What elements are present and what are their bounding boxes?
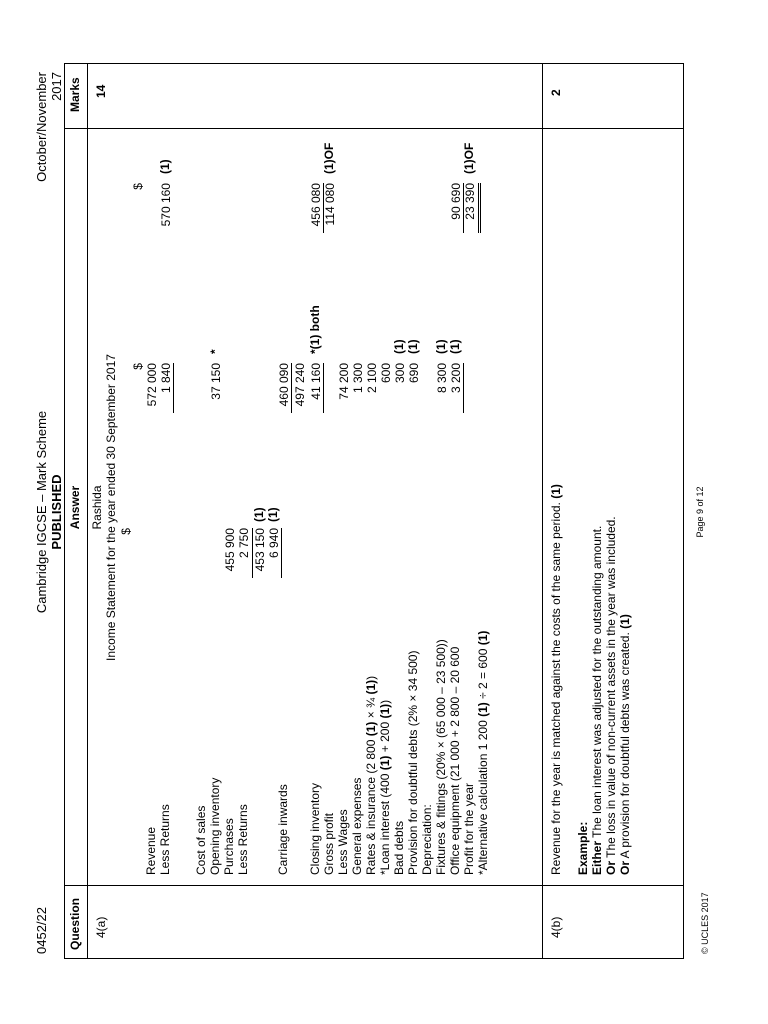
paper-code: 0452/22 <box>34 907 49 954</box>
underline <box>281 528 282 578</box>
provision-value: 690 <box>407 363 421 384</box>
answer-4b: Revenue for the year is matched against the costs of the same period. (1) <box>549 484 563 875</box>
closing-inventory-value: 41 160 <box>309 363 323 400</box>
fixtures-mark: (1) <box>434 339 448 354</box>
gross-profit-mark: (1)OF <box>322 142 336 174</box>
question-4a: 4(a) <box>94 916 108 938</box>
carriage-mark: (1) <box>266 507 280 522</box>
loan-value: 600 <box>379 363 393 384</box>
rates-label: Rates & insurance (2 800 (1) × ¾ (1)) <box>364 675 378 875</box>
purchases-label: Purchases <box>222 818 236 875</box>
mark-scheme-table <box>64 63 684 959</box>
carriage-value: 6 940 <box>267 528 281 559</box>
marks-column-divider <box>65 128 683 129</box>
col3-dollar: $ <box>131 183 145 190</box>
depreciation-label: Depreciation: <box>420 804 434 875</box>
underline <box>323 363 324 413</box>
mark-scheme-title: Cambridge IGCSE – Mark Scheme <box>34 410 49 614</box>
profit-mark: (1)OF <box>462 142 476 174</box>
wages-value: 74 200 <box>337 363 351 400</box>
statement-title: Income Statement for the year ended 30 September 2017 <box>104 354 118 661</box>
header-row-divider <box>87 64 88 958</box>
fixtures-value: 8 300 <box>435 363 449 394</box>
net-purchases-mark: (1) <box>252 507 266 522</box>
provision-mark: (1) <box>406 339 420 354</box>
opening-inventory-star: * <box>208 349 222 354</box>
closing-inventory-mark: *(1) both <box>308 305 322 354</box>
col2-dollar: $ <box>131 363 145 370</box>
revenue-label: Revenue <box>144 826 158 875</box>
provision-label: Provision for doubtful debts (2% × 34 500) <box>406 650 420 875</box>
col1-dollar: $ <box>119 528 133 535</box>
loan-interest-label: *Loan interest (400 (1) + 200 (1)) <box>378 699 392 875</box>
answer-header: Answer <box>68 485 82 530</box>
opening-inventory-value: 37 150 <box>209 363 223 400</box>
wages-label: Less Wages <box>336 809 350 875</box>
revenue-value: 572 000 <box>145 363 159 407</box>
purchase-returns-value: 2 750 <box>237 528 251 559</box>
office-equipment-label: Office equipment (21 000 + 2 800 – 20 600 <box>448 646 462 875</box>
office-mark: (1) <box>448 339 462 354</box>
marks-header: Marks <box>68 77 82 112</box>
company-name: Rashida <box>90 485 104 530</box>
rates-value: 2 100 <box>365 363 379 394</box>
example-or-1: Or The loss in value of non-current assets in the year was included. <box>604 516 618 875</box>
session-line2: 2017 <box>49 72 64 101</box>
double-underline <box>478 183 479 233</box>
question-4b: 4(b) <box>549 916 563 938</box>
double-underline <box>480 183 481 233</box>
net-revenue-mark: (1) <box>158 159 172 174</box>
office-value: 3 200 <box>449 363 463 394</box>
page-number: Page 9 of 12 <box>695 486 705 538</box>
net-revenue-value: 570 160 <box>159 183 173 227</box>
purchase-returns-label: Less Returns <box>236 804 250 875</box>
expenses-total-value: 90 690 <box>449 183 463 220</box>
net-purchases-value: 453 150 <box>253 528 267 572</box>
less-returns-label: Less Returns <box>158 804 172 875</box>
example-either: Either The loan interest was adjusted for the outstanding amount. <box>590 525 604 875</box>
subtotal-value: 460 090 <box>277 363 291 407</box>
underline <box>173 363 174 413</box>
bad-debts-mark: (1) <box>392 339 406 354</box>
question-header: Question <box>68 897 82 950</box>
fixtures-label: Fixtures & fittings (20% × (65 000 – 23 500)) <box>434 639 448 875</box>
session <box>34 0 64 300</box>
session-line1: October/November <box>34 72 49 182</box>
underline <box>463 363 464 413</box>
purchases-value: 455 900 <box>223 528 237 572</box>
opening-inventory-label: Opening inventory <box>208 777 222 875</box>
bad-debts-label: Bad debts <box>392 820 406 875</box>
marks-4b: 2 <box>549 89 563 96</box>
cost-of-sales-value: 456 080 <box>309 183 323 227</box>
general-expenses-value: 1 300 <box>351 363 365 394</box>
question-column-divider <box>65 885 683 886</box>
example-or-2: Or A provision for doubtful debts was created. (1) <box>618 614 632 875</box>
closing-inventory-label: Closing inventory <box>308 782 322 875</box>
general-expenses-label: General expenses <box>350 777 364 875</box>
returns-value: 1 840 <box>159 363 173 394</box>
copyright: © UCLES 2017 <box>700 892 710 954</box>
published-label: PUBLISHED <box>49 474 64 550</box>
alternative-calc: *Alternative calculation 1 200 (1) ÷ 2 = 600 (1) <box>476 630 490 875</box>
cost-of-sales-label: Cost of sales <box>194 805 208 875</box>
marks-4a: 14 <box>94 84 108 98</box>
profit-value: 23 390 <box>463 183 477 220</box>
gross-profit-label: Gross profit <box>322 812 336 875</box>
goods-available-value: 497 240 <box>293 363 307 407</box>
gross-profit-value: 114 080 <box>323 183 337 226</box>
bad-debts-value: 300 <box>393 363 407 384</box>
profit-label: Profit for the year <box>462 782 476 875</box>
underline <box>291 363 292 413</box>
row-divider <box>542 64 543 958</box>
carriage-inwards-label: Carriage inwards <box>276 784 290 875</box>
example-label: Example: <box>576 821 590 875</box>
